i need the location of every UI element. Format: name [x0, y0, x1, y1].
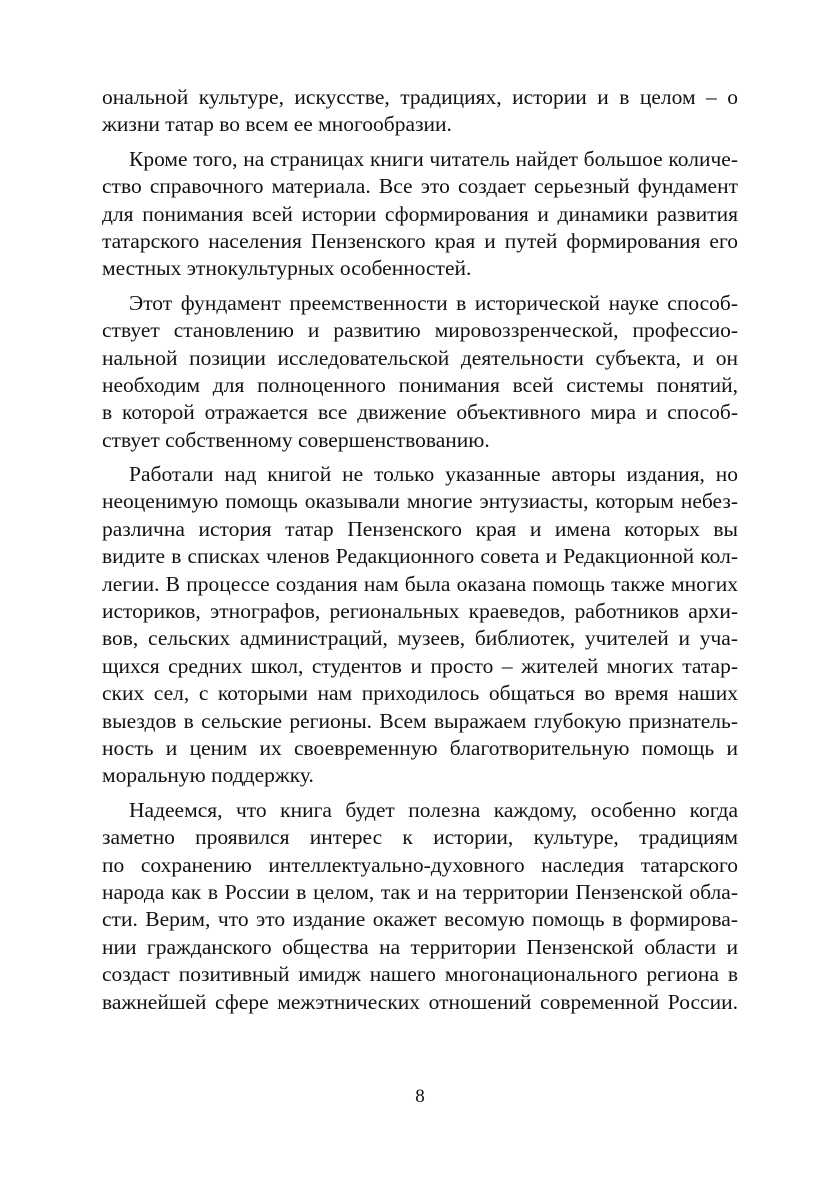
text-line: ствует становлению и развитию мировоззренческой, профессио-	[102, 318, 738, 343]
text-line: нальной позиции исследовательской деятельности субъекта, и он	[102, 345, 738, 370]
text-line: в которой отражается все движение объективного мира и способ-	[102, 400, 738, 425]
text-line: необходим для полноценного понимания всей системы понятий,	[102, 372, 738, 397]
text-line: по сохранению интеллектуально-духовного наследия татарского	[102, 852, 738, 877]
text-line: местных этнокультурных особенностей.	[102, 256, 472, 281]
text-line: заметно проявился интерес к истории, культуре, традициям	[102, 825, 738, 850]
paragraph-3	[102, 290, 738, 454]
text-line: щихся средних школ, студентов и просто – жителей многих татар-	[102, 653, 738, 678]
text-line: моральную поддержку.	[102, 763, 314, 788]
text-line: важнейшей сфере межэтнических отношений современной России.	[102, 989, 738, 1014]
text-line: народа как в России в целом, так и на территории Пензенской обла-	[102, 879, 738, 904]
text-line: для понимания всей истории сформирования и динамики развития	[102, 201, 738, 226]
text-line: ность и ценим их своевременную благотворительную помощь и	[102, 735, 738, 760]
text-line: нии гражданского общества на территории Пензенской области и	[102, 934, 738, 959]
text-line: ствует собственному совершенствованию.	[102, 427, 490, 452]
text-line: вов, сельских администраций, музеев, библиотек, учителей и уча-	[102, 626, 738, 651]
text-line: различна история татар Пензенского края и имена которых вы	[102, 516, 738, 541]
text-line: Надеемся, что книга будет полезна каждому, особенно когда	[129, 797, 738, 822]
text-line: Работали над книгой не только указанные авторы издания, но	[129, 462, 738, 487]
text-line: легии. В процессе создания нам была оказана помощь также многих	[102, 571, 738, 596]
text-line: Этот фундамент преемственности в исторической науке способ-	[129, 290, 738, 315]
text-line: Кроме того, на страницах книги читатель найдет большое количе-	[129, 146, 738, 171]
paragraph-1	[102, 84, 738, 139]
paragraph-5	[102, 797, 738, 1016]
text-line: сти. Верим, что это издание окажет весомую помощь в формирова-	[102, 907, 738, 932]
text-line: видите в списках членов Редакционного совета и Редакционной кол-	[102, 544, 738, 569]
text-line: выездов в сельские регионы. Всем выражаем глубокую признатель-	[102, 708, 738, 733]
text-line: историков, этнографов, региональных краеведов, работников архи-	[102, 599, 738, 624]
text-line: татарского населения Пензенского края и путей формирования его	[102, 228, 738, 253]
text-line: ональной культуре, искусстве, традициях, истории и в целом – о	[102, 85, 738, 109]
page-number: 8	[415, 1086, 425, 1107]
paragraph-2	[102, 146, 738, 283]
text-line: создаст позитивный имидж нашего многонационального региона в	[102, 962, 738, 987]
text-line: неоценимую помощь оказывали многие энтузиасты, которым небез-	[102, 489, 738, 514]
page-body	[102, 84, 738, 1023]
text-line: ских сел, с которыми нам приходилось общаться во время наших	[102, 681, 738, 706]
paragraph-4	[102, 461, 738, 790]
text-line: жизни татар во всем ее многообразии.	[102, 112, 452, 137]
text-line: ство справочного материала. Все это создает серьезный фундамент	[102, 174, 738, 199]
